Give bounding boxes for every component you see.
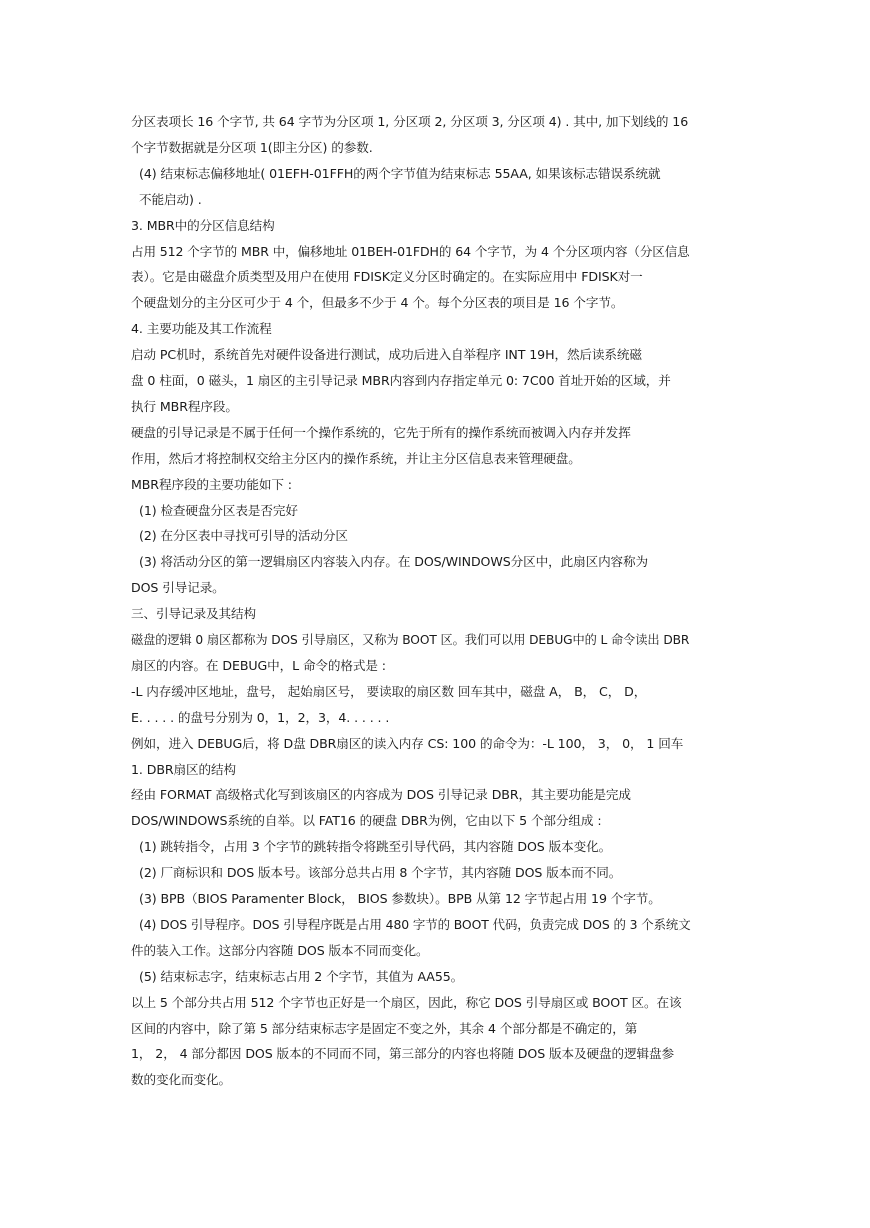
text-line: 以上 5 个部分共占用 512 个字节也正好是一个扇区，因此，称它 DOS 引导扇区或 BOOT 区。在该	[131, 994, 682, 1010]
text-line: (4) DOS 引导程序。DOS 引导程序既是占用 480 字节的 BOOT 代码，负责完成 DOS 的 3 个系统文	[139, 916, 691, 932]
text-line: 不能启动) .	[139, 191, 202, 207]
text-line: 数的变化而变化。	[131, 1072, 231, 1088]
text-line: 个字节数据就是分区项 1(即主分区) 的参数.	[131, 139, 373, 155]
text-line: 表）。它是由磁盘介质类型及用户在使用 FDISK定义分区时确定的。在实际应用中 FDISK对一	[131, 269, 643, 285]
text-line: (1) 跳转指令，占用 3 个字节的跳转指令将跳至引导代码，其内容随 DOS 版本变化。	[139, 839, 612, 855]
text-line: DOS 引导记录。	[131, 580, 225, 596]
text-line: 件的装入工作。这部分内容随 DOS 版本不同而变化。	[131, 942, 429, 958]
text-line: 经由 FORMAT 高级格式化写到该扇区的内容成为 DOS 引导记录 DBR，其主要功能是完成	[131, 787, 631, 803]
text-line: (1) 检查硬盘分区表是否完好	[139, 502, 298, 518]
text-line: 3. MBR中的分区信息结构	[131, 217, 275, 233]
text-line: MBR程序段的主要功能如下 :	[131, 476, 292, 492]
text-line: 扇区的内容。在 DEBUG中，L 命令的格式是 :	[131, 657, 386, 673]
text-line: 1. DBR扇区的结构	[131, 761, 236, 777]
text-line: -L 内存缓冲区地址，盘号， 起始扇区号， 要读取的扇区数 回车其中，磁盘 A， B， C， D，	[131, 683, 647, 699]
text-line: 磁盘的逻辑 0 扇区都称为 DOS 引导扇区，又称为 BOOT 区。我们可以用 DEBUG中的 L 命令读出 DBR	[131, 632, 690, 647]
text-line: 区间的内容中，除了第 5 部分结束标志字是固定不变之外，其余 4 个部分都是不确定的，第	[131, 1020, 638, 1036]
text-line: (3) 将活动分区的第一逻辑扇区内容装入内存。在 DOS/WINDOWS分区中，此扇区内容称为	[139, 554, 649, 570]
text-line: (2) 在分区表中寻找可引导的活动分区	[139, 528, 348, 544]
text-line: 分区表项长 16 个字节, 共 64 字节为分区项 1, 分区项 2, 分区项 3, 分区项 4) . 其中, 加下划线的 16	[131, 114, 689, 129]
text-line: (5) 结束标志字，结束标志占用 2 个字节，其值为 AA55。	[139, 968, 464, 984]
text-line: 盘 0 柱面，0 磁头，1 扇区的主引导记录 MBR内容到内存指定单元 0: 7C00 首址开始的区域，并	[131, 373, 671, 388]
text-line: 三、引导记录及其结构	[131, 606, 256, 622]
text-line: 作用，然后才将控制权交给主分区内的操作系统，并让主分区信息表来管理硬盘。	[131, 450, 581, 466]
text-line: DOS/WINDOWS系统的自举。以 FAT16 的硬盘 DBR为例，它由以下 5 个部分组成 :	[131, 813, 602, 829]
text-line: (4) 结束标志偏移地址( 01EFH-01FFH的两个字节值为结束标志 55AA, 如果该标志错误系统就	[139, 165, 661, 181]
text-line: 执行 MBR程序段。	[131, 398, 238, 414]
text-line: 硬盘的引导记录是不属于任何一个操作系统的，它先于所有的操作系统而被调入内存并发挥	[131, 424, 631, 440]
text-line: 启动 PC机时，系统首先对硬件设备进行测试，成功后进入自举程序 INT 19H，然后读系统磁	[131, 347, 642, 363]
text-line: 个硬盘划分的主分区可少于 4 个，但最多不少于 4 个。每个分区表的项目是 16 个字节。	[131, 295, 624, 311]
text-line: 4. 主要功能及其工作流程	[131, 321, 272, 337]
text-line: E. . . . . 的盘号分别为 0，1，2，3，4. . . . . .	[131, 709, 390, 725]
text-line: (3) BPB（BIOS Paramenter Block， BIOS 参数块）。BPB 从第 12 字节起占用 19 个字节。	[139, 891, 661, 906]
text-line: 占用 512 个字节的 MBR 中，偏移地址 01BEH-01FDH的 64 个字节，为 4 个分区项内容（分区信息	[131, 243, 690, 259]
text-line: 1， 2， 4 部分都因 DOS 版本的不同而不同，第三部分的内容也将随 DOS 版本及硬盘的逻辑盘参	[131, 1046, 674, 1062]
text-line: (2) 厂商标识和 DOS 版本号。该部分总共占用 8 个字节，其内容随 DOS 版本而不同。	[139, 865, 622, 881]
text-line: 例如，进入 DEBUG后，将 D盘 DBR扇区的读入内存 CS: 100 的命令为：-L 100， 3， 0， 1 回车	[131, 735, 684, 751]
